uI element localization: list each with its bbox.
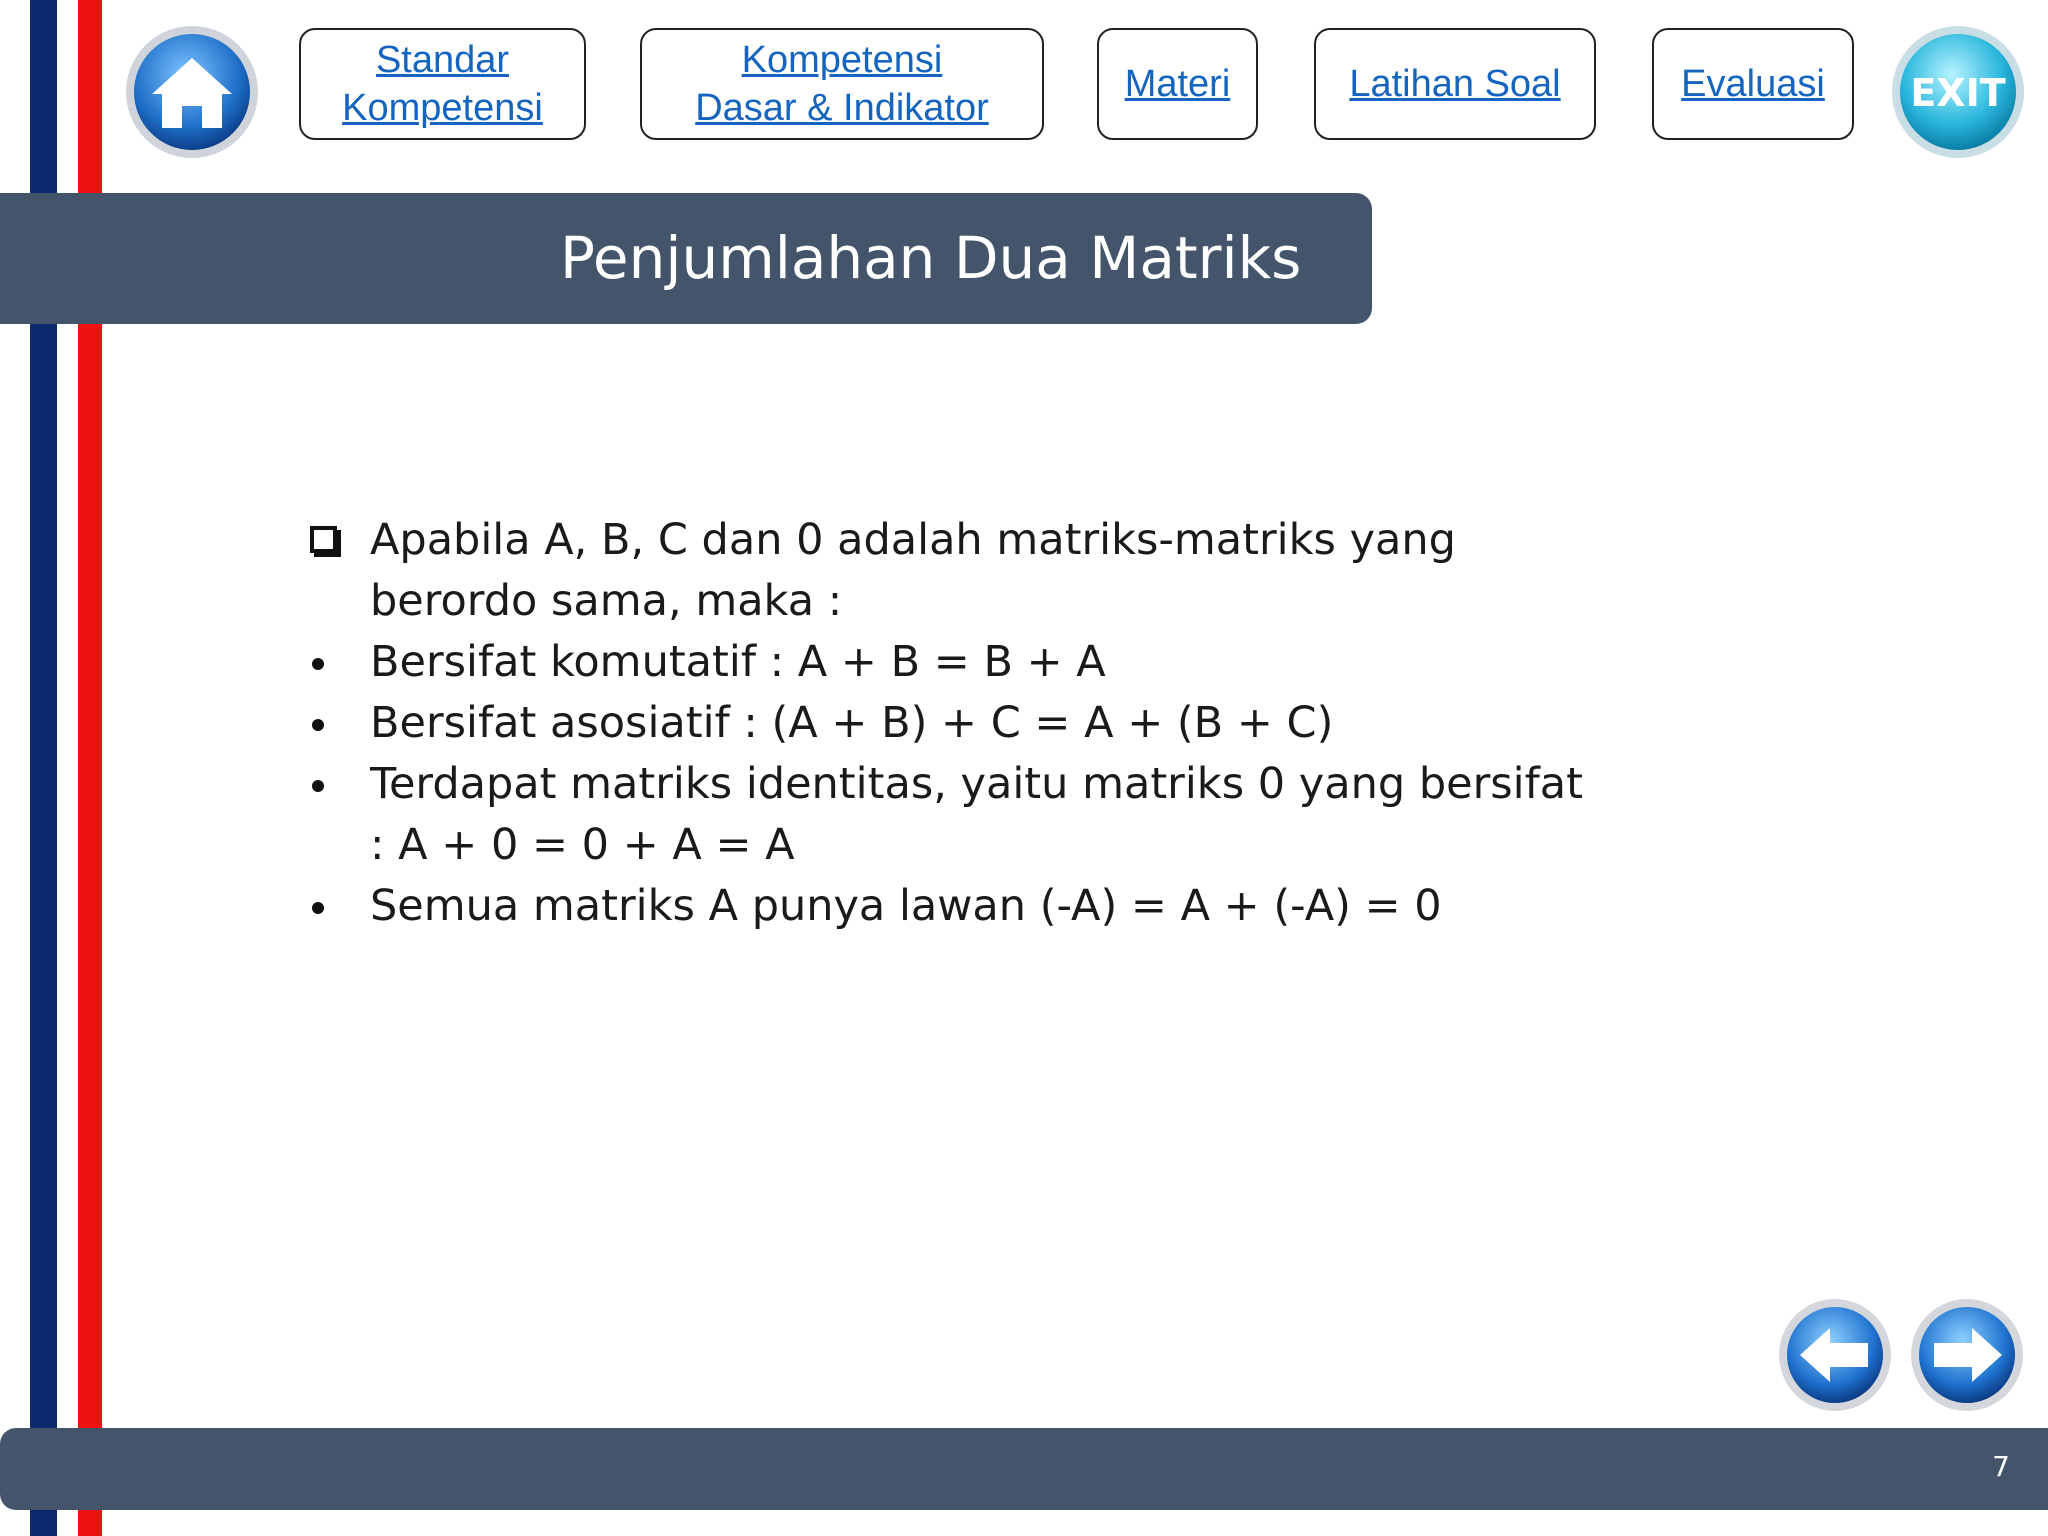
kompetensi-label-line1: Kompetensi: [741, 39, 943, 81]
slide-content: [300, 510, 1600, 937]
standar-label-line1: Standar: [375, 39, 510, 81]
exit-button[interactable]: [1888, 22, 2028, 162]
exit-icon: [1888, 22, 2028, 162]
materi-label: Materi: [1124, 63, 1231, 105]
latihan-soal-button[interactable]: [1314, 28, 1596, 140]
home-icon: [122, 22, 262, 162]
bullet-dot-icon: [312, 902, 324, 914]
bullet-dot-icon: [312, 780, 324, 792]
evaluasi-label: Evaluasi: [1681, 63, 1825, 105]
intro-line1: Apabila A, B, C dan 0 adalah matriks-matriks yang: [370, 515, 1456, 565]
next-button[interactable]: [1908, 1296, 2026, 1414]
home-button[interactable]: [122, 22, 262, 162]
intro-line2: berordo sama, maka :: [370, 576, 843, 626]
latihan-label: Latihan Soal: [1349, 63, 1561, 105]
page-number: 7: [1992, 1450, 2010, 1483]
kompetensi-dasar-button[interactable]: [640, 28, 1044, 140]
bullet-text: Semua matriks A punya lawan (-A) = A + (-A) = 0: [370, 881, 1442, 931]
list-item: [300, 632, 1600, 693]
bullet-text: Bersifat asosiatif : (A + B) + C = A + (B + C): [370, 698, 1334, 748]
evaluasi-button[interactable]: [1652, 28, 1854, 140]
bullet-text-continued: : A + 0 = 0 + A = A: [370, 820, 795, 870]
bullet-text: Bersifat komutatif : A + B = B + A: [370, 637, 1106, 687]
previous-button[interactable]: [1776, 1296, 1894, 1414]
materi-button[interactable]: [1097, 28, 1258, 140]
footer-band: [0, 1428, 2048, 1510]
bullet-dot-icon: [312, 658, 324, 670]
list-item: [300, 754, 1600, 876]
bullet-dot-icon: [312, 719, 324, 731]
slide-title: Penjumlahan Dua Matriks: [560, 224, 1302, 292]
kompetensi-label-line2: Dasar & Indikator: [695, 87, 989, 129]
arrow-left-icon: [1776, 1296, 1894, 1414]
bullet-text: Terdapat matriks identitas, yaitu matriks 0 yang bersifat: [370, 759, 1583, 809]
exit-text: EXIT: [1910, 71, 2006, 115]
standar-label-line2: Kompetensi: [342, 87, 543, 129]
list-item: [300, 693, 1600, 754]
list-item: [300, 876, 1600, 937]
standar-kompetensi-button[interactable]: [299, 28, 586, 140]
intro-item: [300, 510, 1600, 632]
arrow-right-icon: [1908, 1296, 2026, 1414]
checkbox-bullet-icon: [310, 526, 337, 553]
